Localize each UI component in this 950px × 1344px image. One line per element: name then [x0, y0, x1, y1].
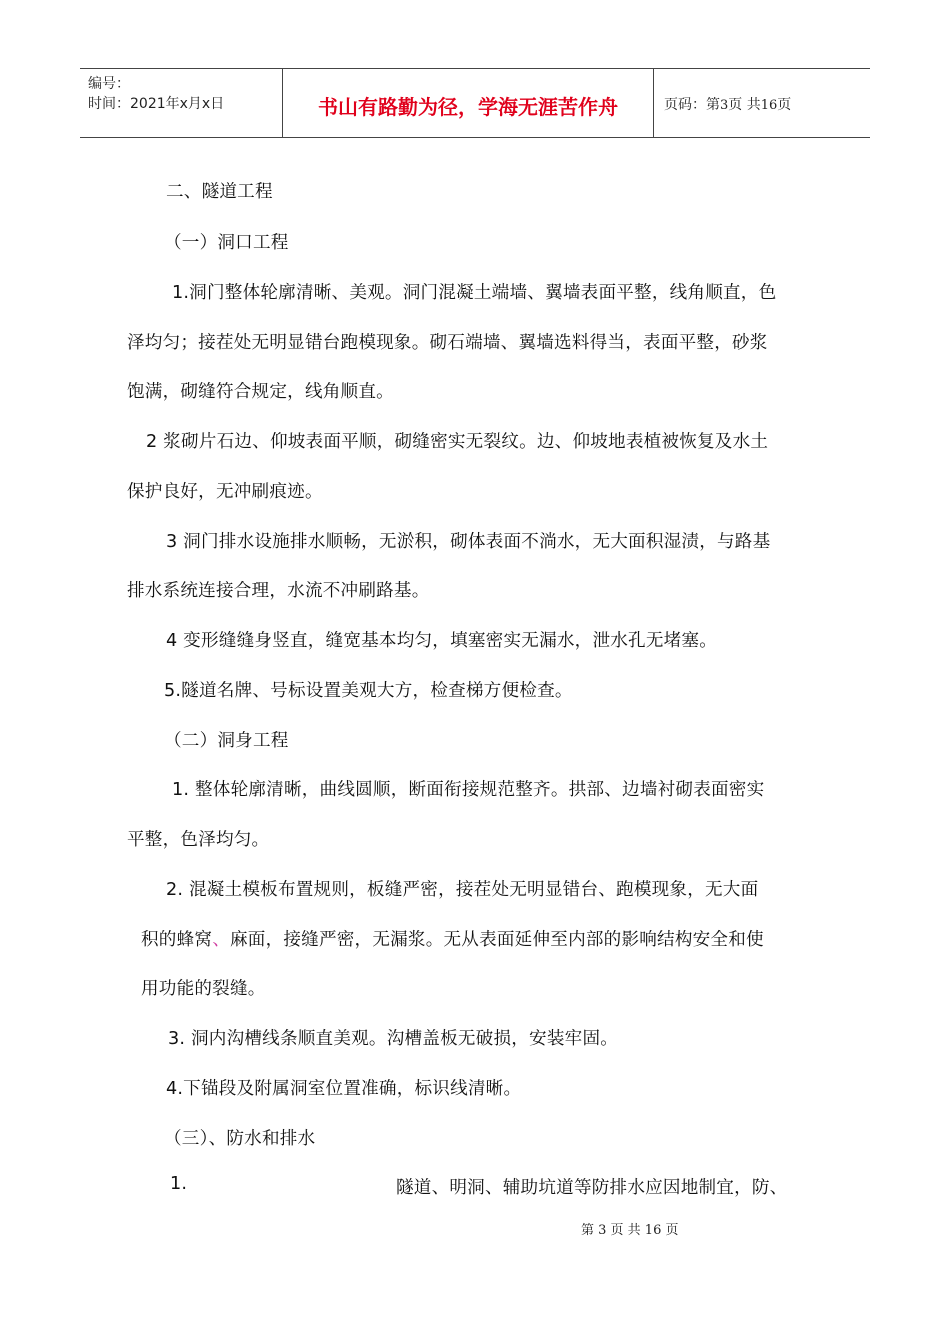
header-motto-cell	[283, 69, 654, 137]
page-footer: 第 3 页 共 16 页	[581, 1223, 679, 1238]
document-number-label: 编号：	[88, 76, 130, 92]
subsection-title-body: （二）洞身工程	[164, 731, 289, 751]
paragraph-line: 5.隧道名牌、号标设置美观大方，检查梯方便检查。	[164, 681, 573, 701]
paragraph-line: 隧道、明洞、辅助坑道等防排水应因地制宜，防、	[396, 1178, 788, 1198]
section-title: 二、隧道工程	[166, 182, 273, 202]
subsection-title-portal: （一）洞口工程	[164, 233, 289, 253]
revision-mark: 、	[212, 930, 230, 950]
paragraph-line: 用功能的裂缝。	[141, 979, 266, 999]
header-page-number: 页码：第3页 共16页	[664, 97, 792, 113]
header-meta-cell	[80, 69, 283, 137]
paragraph-line: 4 变形缝缝身竖直，缝宽基本均匀，填塞密实无漏水，泄水孔无堵塞。	[166, 631, 718, 651]
paragraph-line: 保护良好，无冲刷痕迹。	[127, 482, 323, 502]
subsection-title-waterproofing: （三）、防水和排水	[164, 1129, 316, 1149]
paragraph-line: 积的蜂窝、麻面，接缝严密，无漏浆。无从表面延伸至内部的影响结构安全和使	[141, 930, 764, 950]
paragraph-line: 排水系统连接合理，水流不冲刷路基。	[127, 581, 430, 601]
paragraph-line: 1.洞门整体轮廓清晰、美观。洞门混凝土端墙、翼墙表面平整，线角顺直，色	[172, 283, 777, 303]
paragraph-line: 4.下锚段及附属洞室位置准确，标识线清晰。	[166, 1079, 522, 1099]
paragraph-line: 1. 整体轮廓清晰，曲线圆顺，断面衔接规范整齐。拱部、边墙衬砌表面密实	[172, 780, 765, 800]
page-header	[80, 68, 870, 138]
paragraph-line: 3. 洞内沟槽线条顺直美观。沟槽盖板无破损，安装牢固。	[168, 1029, 619, 1049]
paragraph-line: 饱满，砌缝符合规定，线角顺直。	[127, 382, 394, 402]
paragraph-line: 泽均匀；接茬处无明显错台跑模现象。砌石端墙、翼墙选料得当，表面平整，砂浆	[127, 333, 768, 353]
paragraph-line: 3 洞门排水设施排水顺畅，无淤积，砌体表面不淌水，无大面积湿渍，与路基	[166, 532, 771, 552]
header-motto: 书山有路勤为径，学海无涯苦作舟	[318, 95, 618, 119]
paragraph-line: 2 浆砌片石边、仰坡表面平顺，砌缝密实无裂纹。边、仰坡地表植被恢复及水土	[146, 432, 769, 452]
paragraph-line: 平整，色泽均匀。	[127, 830, 270, 850]
list-item-number: 1.	[170, 1174, 188, 1194]
header-page-cell	[654, 69, 870, 137]
paragraph-line: 2. 混凝土模板布置规则，板缝严密，接茬处无明显错台、跑模现象，无大面	[166, 880, 759, 900]
document-time-label: 时间：2021年x月x日	[88, 96, 225, 112]
